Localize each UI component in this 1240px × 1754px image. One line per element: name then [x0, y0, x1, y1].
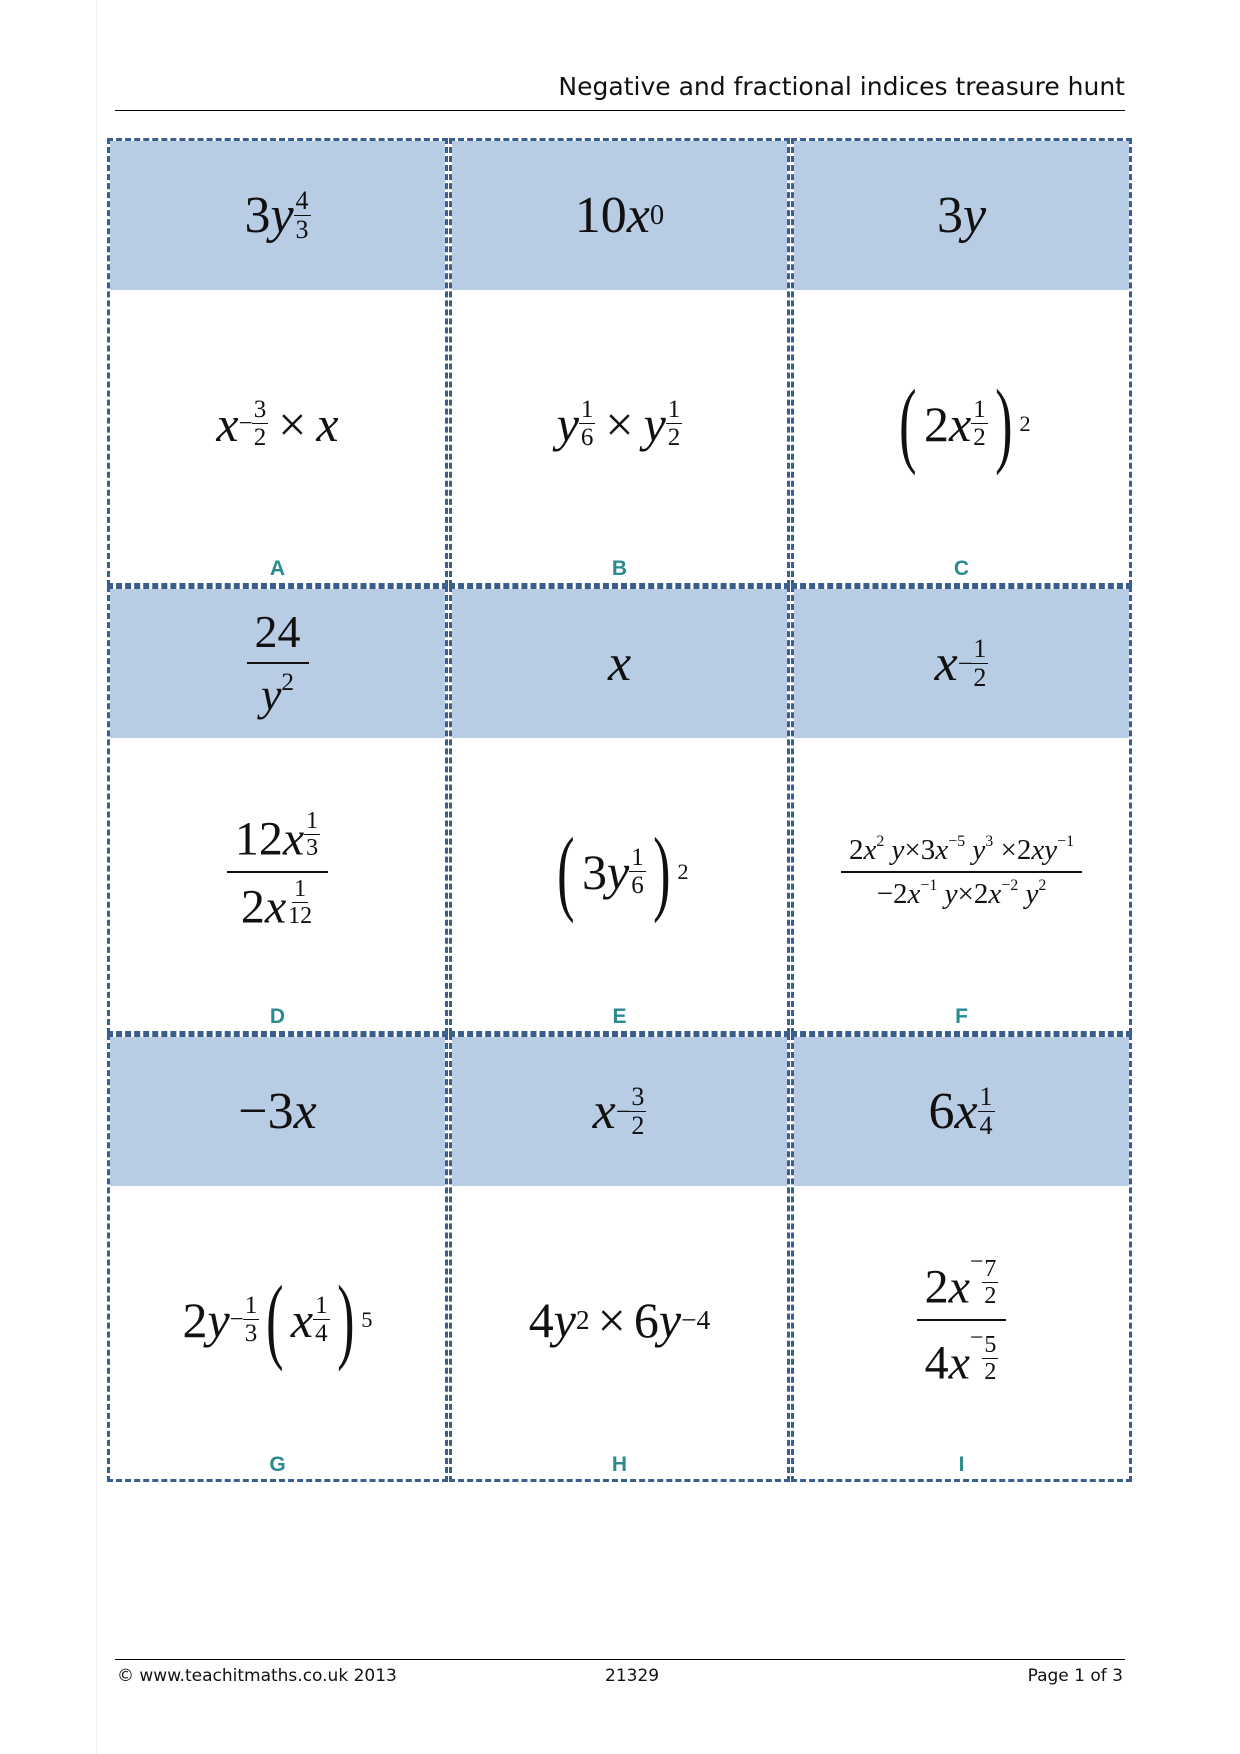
card-c: [791, 138, 1132, 586]
card-letter: B: [611, 557, 628, 580]
card-letter: D: [269, 1005, 286, 1028]
card-i: [791, 1034, 1132, 1482]
card-answer: 6 x 1 4: [928, 1082, 993, 1140]
card-letter: I: [958, 1453, 965, 1476]
page-margin: [96, 0, 97, 1754]
card-answer: $\frac{24}{y^2}$: [110, 589, 445, 738]
card-d: [107, 586, 448, 1034]
card-letter: G: [269, 1453, 286, 1476]
card-grid: [107, 138, 1132, 1483]
card-question: 4 y 2 × 6 y −4: [528, 1291, 711, 1348]
card-answer: x − $\frac{1}{2}$: [934, 634, 987, 692]
card-question: ( 3 y 1 6 ) 2: [557, 818, 689, 924]
card-question: y $\frac{1}{6}$ × y 1 2: [556, 395, 681, 452]
card-question: $\frac{2x^2 y\times 3x^{-5} y^3 \times 2xy^{-1}}{-2x^{-1} y\times 2x^{-2} y^2}$: [794, 739, 1129, 1004]
card-answer: x: [607, 635, 632, 692]
card-letter: F: [955, 1005, 968, 1028]
page-title: Negative and fractional indices treasure hunt: [558, 72, 1125, 101]
card-letter: H: [611, 1453, 628, 1476]
card-answer: 3 y 4 3: [244, 186, 309, 244]
card-question: ( 2 x 1 2 ) 2: [899, 370, 1031, 476]
card-question: x − $\frac{3}{2}$ × x: [216, 395, 339, 452]
card-g: [107, 1034, 448, 1482]
page-header: [115, 68, 1125, 111]
card-letter: A: [269, 557, 286, 580]
card-a: [107, 138, 448, 586]
footer-page-number: Page 1 of 3: [1027, 1666, 1123, 1686]
card-answer: 3 y: [936, 187, 987, 244]
footer-copyright: © www.teachitmaths.co.uk 2013: [117, 1666, 397, 1686]
card-e: [449, 586, 790, 1034]
card-question: 12x $\frac{1}{3}$ 2x $\frac{1}{12}$: [110, 739, 445, 1004]
card-answer: −3 x: [238, 1083, 317, 1140]
card-question: 2x− $\frac{7}{2}$ 4x− $\frac{5}{2}$: [794, 1187, 1129, 1452]
footer-code: 21329: [605, 1666, 660, 1686]
card-answer: 10 x 0: [574, 187, 665, 244]
page-footer: [115, 1659, 1125, 1690]
card-b: [449, 138, 790, 586]
card-f: [791, 586, 1132, 1034]
card-letter: C: [953, 557, 970, 580]
card-h: [449, 1034, 790, 1482]
card-letter: E: [612, 1005, 627, 1028]
card-question: 2 y − $\frac{1}{3}$ ( x 1 4 ) 5: [182, 1266, 373, 1372]
card-answer: x − $\frac{3}{2}$: [592, 1082, 645, 1140]
